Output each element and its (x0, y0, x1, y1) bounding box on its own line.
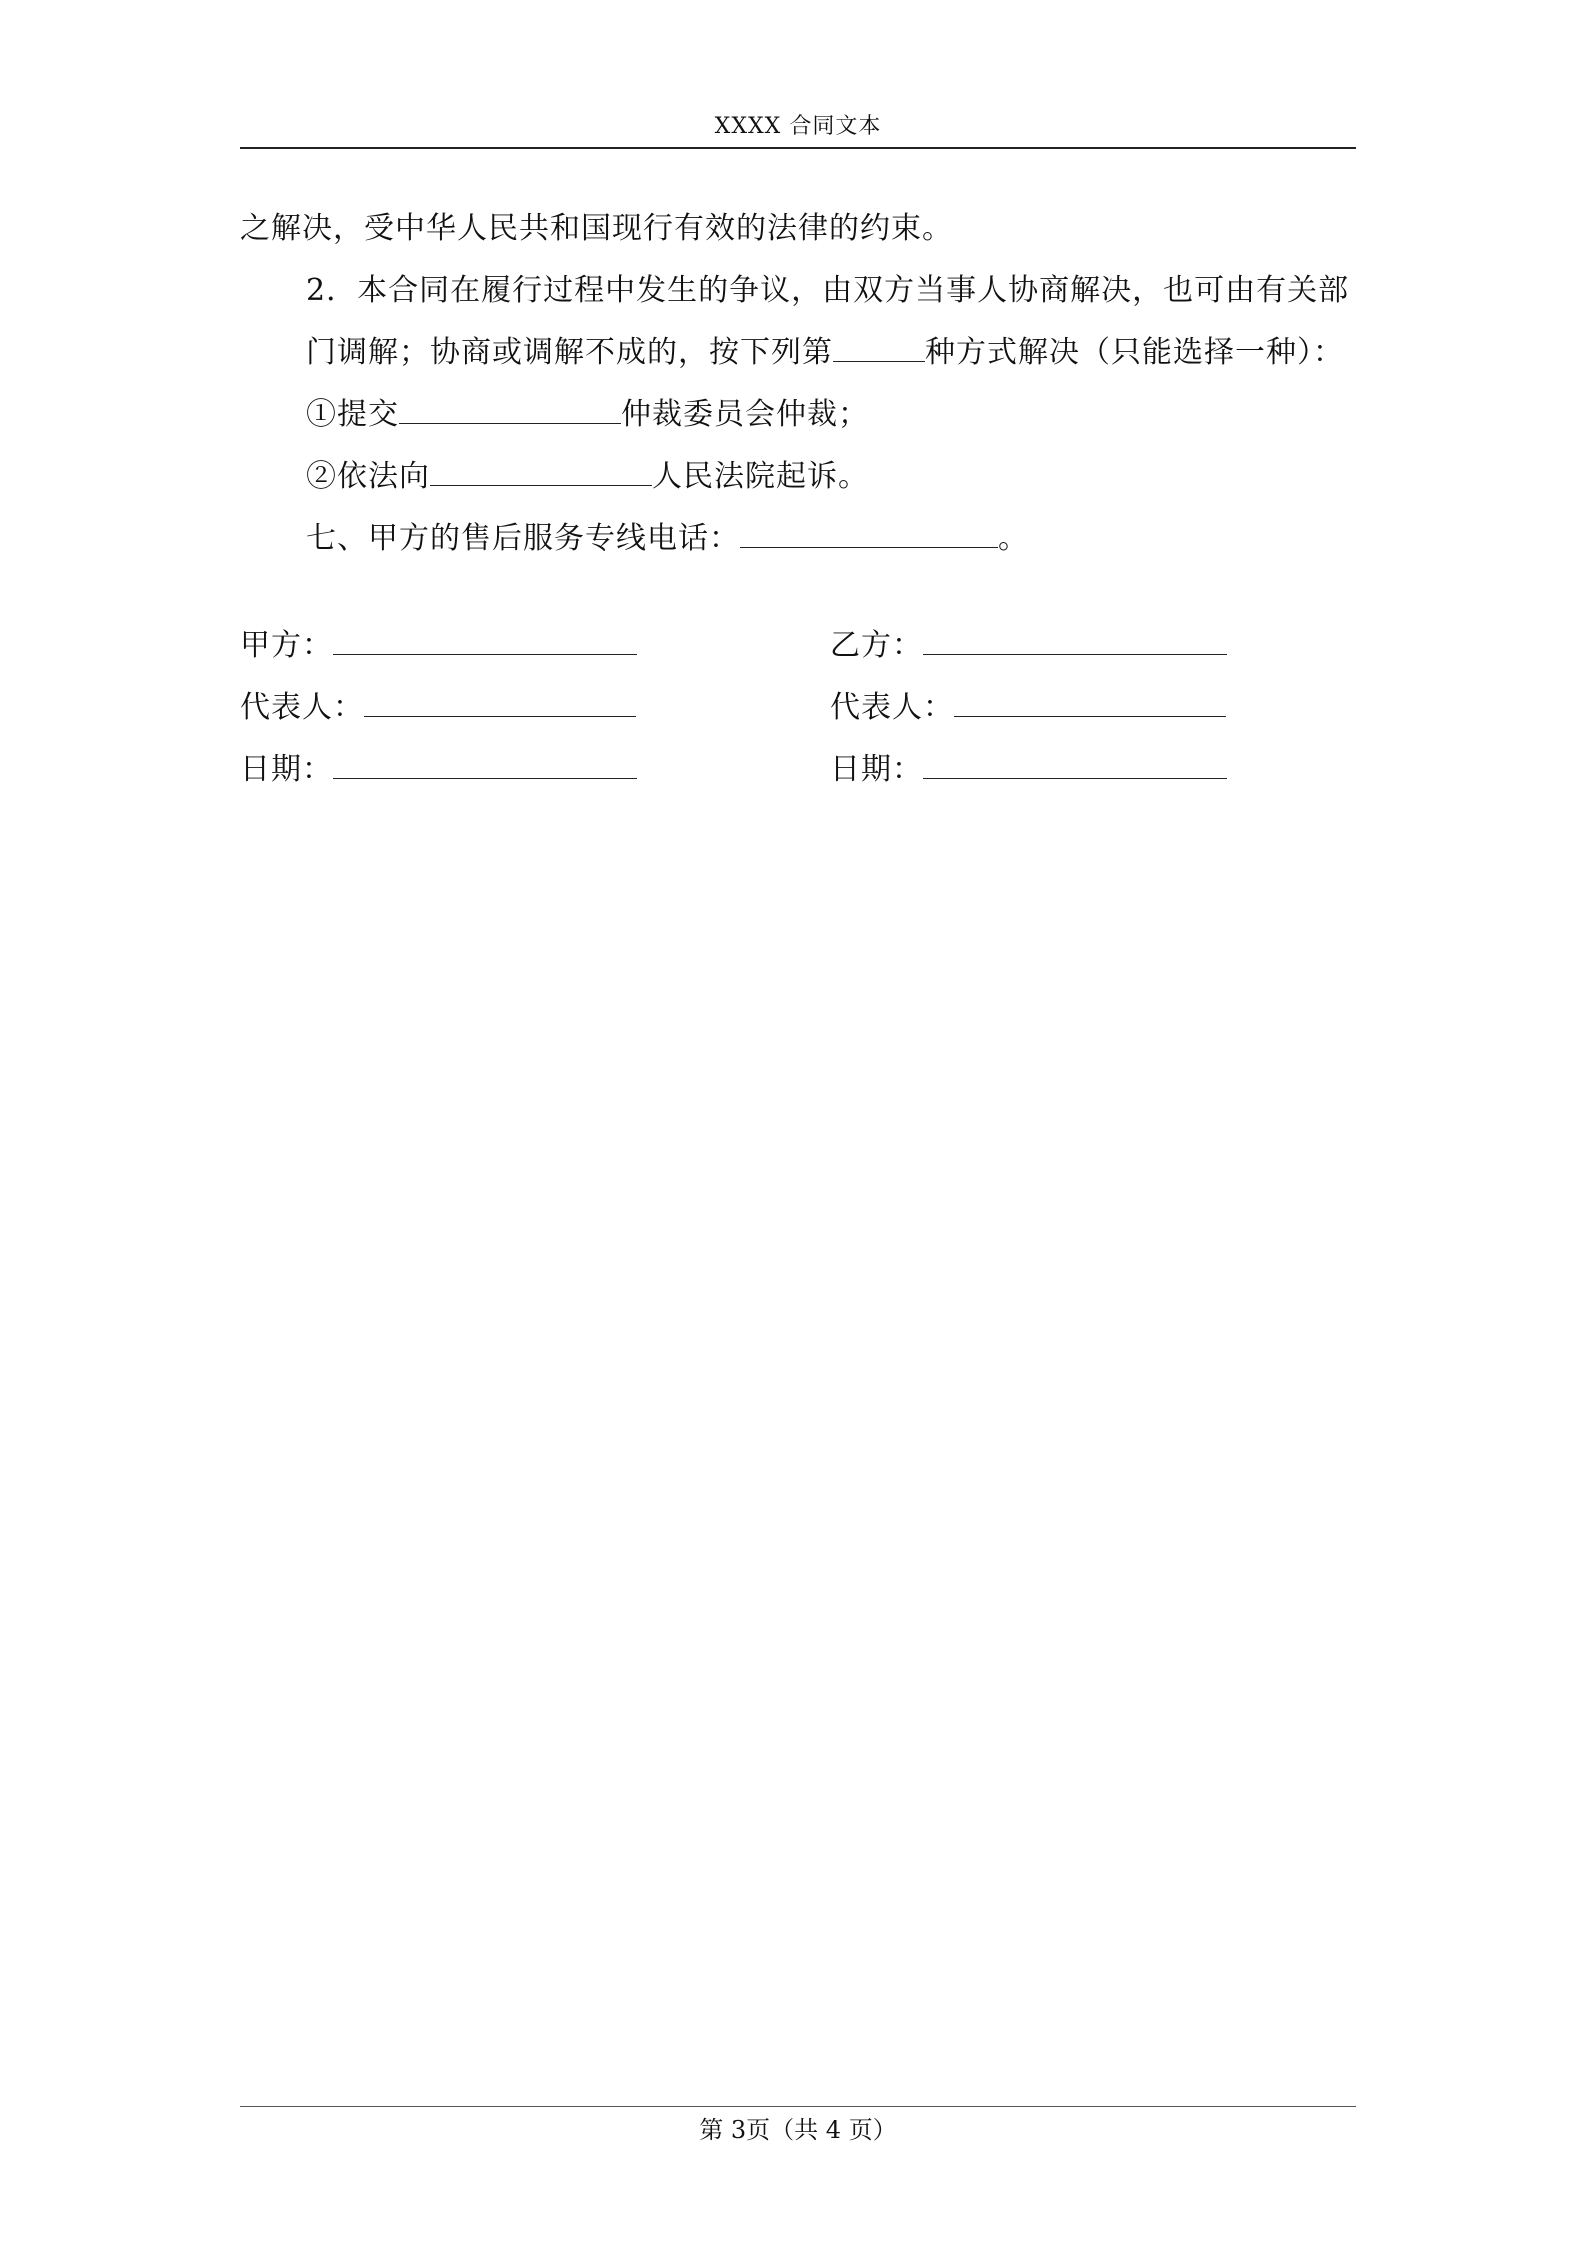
method-number-blank[interactable] (833, 337, 925, 362)
party-b-blank[interactable] (923, 630, 1227, 655)
representative-a-blank[interactable] (364, 692, 636, 717)
signature-row-representative (240, 677, 1356, 739)
date-a-blank[interactable] (333, 754, 637, 779)
contract-body (240, 198, 1356, 570)
party-a-blank[interactable] (333, 630, 637, 655)
paragraph-hotline (240, 508, 1356, 570)
option-court (240, 446, 1356, 508)
date-b-label: 日期： (830, 752, 923, 787)
representative-b-label: 代表人： (830, 690, 954, 725)
party-a-label: 甲方： (240, 628, 333, 663)
hotline-blank[interactable] (740, 523, 998, 548)
representative-a-field (240, 677, 636, 739)
footer-divider (240, 2106, 1356, 2107)
representative-a-label: 代表人： (240, 690, 364, 725)
party-b-label: 乙方： (830, 628, 923, 663)
option1-suffix: 仲裁委员会仲裁； (621, 397, 869, 432)
paragraph-continuation: 之解决，受中华人民共和国现行有效的法律的约束。 (240, 211, 953, 246)
date-b-field (830, 739, 1227, 801)
representative-b-blank[interactable] (954, 692, 1226, 717)
signature-row-date (240, 739, 1356, 801)
signature-row-party (240, 615, 1356, 677)
header-divider (240, 147, 1356, 149)
document-header-title: XXXX 合同文本 (714, 114, 882, 139)
party-a-field (240, 615, 637, 677)
paragraph-dispute-resolution (240, 260, 1356, 384)
option2-suffix: 人民法院起诉。 (652, 459, 869, 494)
date-b-blank[interactable] (923, 754, 1227, 779)
party-b-field (830, 615, 1227, 677)
dispute-text-part1: 2．本合同在履行过程中发生的争议，由双方当事人协商解决，也可由有关部门调解；协商或调解不成的，按下列第 (306, 273, 1350, 370)
date-a-label: 日期： (240, 752, 333, 787)
hotline-suffix: 。 (998, 521, 1029, 556)
page-number: 第 3页（共 4 页） (699, 2116, 897, 2144)
option2-prefix: ②依法向 (306, 459, 430, 494)
court-name-blank[interactable] (430, 461, 652, 486)
option1-prefix: ①提交 (306, 397, 399, 432)
option-arbitration (240, 384, 1356, 446)
dispute-text-part2: 种方式解决（只能选择一种）： (925, 335, 1344, 370)
arbitration-committee-blank[interactable] (399, 399, 621, 424)
hotline-prefix: 七、甲方的售后服务专线电话： (306, 521, 740, 556)
date-a-field (240, 739, 637, 801)
signature-block (240, 615, 1356, 801)
representative-b-field (830, 677, 1226, 739)
